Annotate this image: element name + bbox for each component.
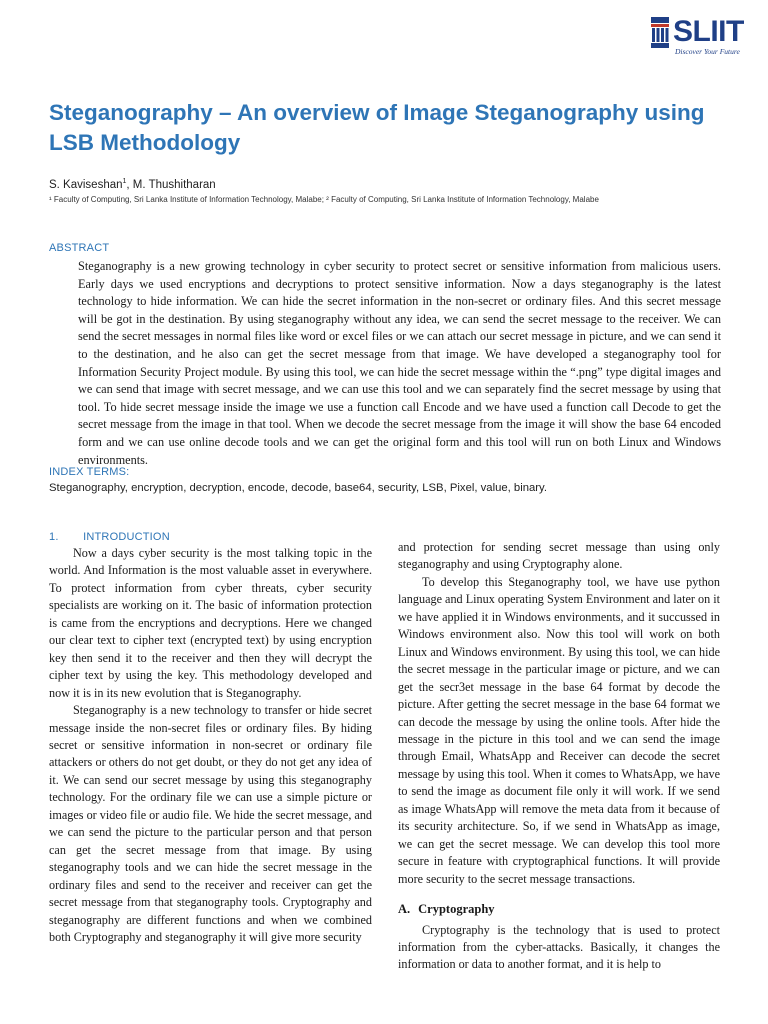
- abstract-text: Steganography is a new growing technology in cyber security to protect secret or sensitive information from malicious users. Early days we used encryptions and decryptions to protect sensitive information. Now a days steganography is the latest technology to hide information. We can hide the secret information in the non-secret or ordinary files. And this secret message will be got in the destination. By using steganography without any idea, we can send the secret message to the receiver. We can send the secret messages in normal files like word or excel files or we can attach our secret message in picture, and we can send it to the destination, and he also can get the secret message from that image. We have developed a steganography tool for Information Security Project module. By using this tool, we can hide the secret message within the “.png” type digital images and we can send that image with secret message, and we can use this tool and we can separately find the secret message by using that tool. To hide secret message inside the image we use a function call Encode and we have used a function call Decode to get the secret message from the image in that tool. When we decode the secret message from the image it will show the base 64 encoded form and we can use online decode tools and we can get the original form and this tool will run on both Linux and Windows environments.: [78, 259, 721, 467]
- crest-icon: [651, 17, 669, 49]
- cryptography-paragraph-1: Cryptography is the technology that is used to protect information from the cyber-attacks. Basically, it changes the information or data to another format, and it is help to: [398, 922, 720, 972]
- index-terms-heading: INDEX TERMS:: [49, 466, 130, 478]
- intro-paragraph-4: To develop this Steganography tool, we have use python language and Linux operating System Environment and later on it we have applied it in Windows environments, and it succussed in Windows environment also. Now this tool will work on both Linux and Windows environment. By using this tool, we can hide the secret message in the particular image or picture, and we can get the secr3et message in the base 64 format by decode the picture. After getting the secret message in the base 64 format we can decode the message by using the online tools. After hide the message in the picture in this tool and we can send the image through Email, WhatsApp and Receiver can decode the secret message by using this tool. When it comes to WhatsApp, we have to send the image as document file only it will work. If we send as image WhatsApp will remove the meta data from it because of its security architecture. So, if we send in WhatsApp as image, we can get the secret message. We can develop this tool more secure in feature with cryptographical functions. It will provide more security to the secret message transactions.: [398, 574, 720, 886]
- affiliations: ¹ Faculty of Computing, Sri Lanka Institute of Information Technology, Malabe; ² Faculty of Computing, Sri Lanka Institute of Information Technology, Malabe: [49, 195, 599, 204]
- logo-wordmark: SLIIT: [673, 15, 744, 48]
- cryptography-heading: [398, 901, 720, 918]
- introduction-title: INTRODUCTION: [83, 531, 170, 543]
- institution-logo: [651, 15, 743, 59]
- introduction-heading: [49, 531, 170, 543]
- right-column: [398, 539, 720, 974]
- intro-paragraph-2: Steganography is a new technology to transfer or hide secret message inside the non-secret files or ordinary files. By hiding secret or sensitive information in non-secret or ordinary file attackers or others do not get doubt, or they do not get any idea of it. We can send our secret message by using this steganography technology. For the ordinary file we can use a simple picture or images or video file or audio file. We hide the secret message, and we can send the picture to the particular person and that person can get the secret message from that image. By using steganography tools and we can hide the secret message in the ordinary files and send to the receiver and receiver can get the secret message from that steganography tools. Cryptography and steganography are different functions and when we combined both Cryptography and steganography it will give more security: [49, 703, 373, 944]
- paper-title: Steganography – An overview of Image Steganography using LSB Methodology: [49, 100, 705, 155]
- cryptography-number: A.: [398, 902, 411, 917]
- index-terms-text: Steganography, encryption, decryption, encode, decode, base64, security, LSB, Pixel, value, binary.: [49, 482, 547, 494]
- left-column: [49, 545, 372, 946]
- author-1-affil-mark: 1: [122, 178, 127, 185]
- introduction-number: 1.: [49, 531, 59, 543]
- intro-paragraph-1: Now a days cyber security is the most talking topic in the world. And Information is the most valuable asset in everywhere. To protect information from cyber threats, cyber security specialists are working on it. The basic of information protection is came from the encryptions and decryptions. Here we changed our clear text to cipher text (encrypted text) by using encryption key then send it to the receiver and then they will decrypt the cipher text by using the key. This methodology developed and now it is in its new evolution that is Steganography.: [49, 546, 372, 700]
- intro-paragraph-3: and protection for sending secret message than using only steganography and using Cryptography alone.: [398, 540, 720, 572]
- abstract-heading: ABSTRACT: [49, 242, 110, 254]
- author-2: , M. Thushitharan: [126, 178, 216, 191]
- author-1: S. Kaviseshan: [49, 178, 123, 191]
- logo-tagline: Discover Your Future: [675, 47, 740, 56]
- author-list: [49, 178, 216, 191]
- cryptography-title: Cryptography: [418, 902, 495, 917]
